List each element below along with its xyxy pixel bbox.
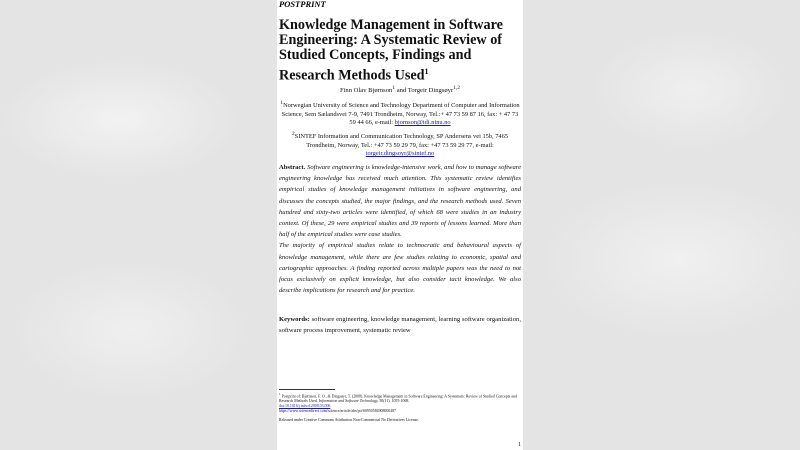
footnote-rule bbox=[279, 389, 335, 390]
abstract-p2: The majority of empirical studies relate to technocratic and behavioural aspects of knowledge management, while there are few studies relating to economic, spatial and cartographic approaches. A finding reported across multiple papers was the need to not focus exclusively on explicit knowledge, but also consider tacit knowledge. We also describe implications for research and for practice. bbox=[279, 242, 521, 295]
aff-sup: 2 bbox=[291, 131, 295, 137]
postprint-label: POSTPRINT bbox=[279, 0, 326, 9]
author-2-sup: 1,2 bbox=[453, 85, 461, 91]
fn-rest: 50(11), 1055-1068. bbox=[378, 399, 410, 404]
author-2: Torgeir Dingsøyr bbox=[407, 87, 454, 95]
page-number: 1 bbox=[518, 442, 521, 448]
footnote bbox=[279, 392, 521, 414]
author-1: Finn Olav Bjørnson bbox=[339, 87, 393, 95]
aff-text: Norwegian University of Science and Technology Department of Computer and Information Science, Sem Sælandsvei 7-9, 7491 Trondheim, Norway, Tel.:+ 47 73 59 87 16, fax: + 47 73 59 44 66, e-mail: bbox=[281, 102, 520, 127]
document-page bbox=[277, 0, 523, 450]
affiliation-1 bbox=[279, 99, 521, 128]
abstract bbox=[279, 162, 521, 296]
paper-title bbox=[279, 18, 519, 84]
email-link[interactable]: torgeir.dingsoyr@sintef.no bbox=[365, 150, 435, 158]
authors bbox=[277, 85, 523, 94]
title-footnote-mark: 1 bbox=[424, 66, 429, 76]
abstract-p1: Software engineering is knowledge-intensive work, and how to manage software engineering knowledge has received much attention. This systematic review identifies empirical studies of knowledge management initiatives in software engineering, and discusses the concepts studied, the major findings, and the research methods used. Seven hundred and sixty-two articles were identified, of which 68 were studies in an industry context. Of these, 29 were empirical studies and 39 reports of lessons learned. More than half of the empirical studies were case studies. bbox=[279, 164, 521, 239]
fn-sup: 1 bbox=[279, 392, 281, 396]
abstract-label: Abstract. bbox=[279, 164, 306, 171]
aff-sup: 1 bbox=[280, 100, 284, 106]
fn-text: Postprint of: Bjørnson, F. O., & Dingsøyr, T. (2008). Knowledge Management in Software Engineering: A Systematic Review of Studied Concepts and Research Methods Used. bbox=[279, 394, 517, 404]
title-text: Knowledge Management in Software Engineering: A Systematic Review of Studied Concepts, Findings and Research Methods Used bbox=[279, 17, 503, 84]
and-text: and bbox=[395, 87, 408, 95]
keywords-text: software engineering, knowledge management, learning software organization, software process improvement, systematic review bbox=[279, 316, 521, 335]
fn-journal: Information and Software Technology, bbox=[318, 399, 379, 404]
aff-text: SINTEF Information and Communication Technology, SP Andersens vei 15b, 7465 Trondheim, Norway, Tel.: +47 73 59 29 79, fax: +47 73 59 29 77, e-mail: bbox=[294, 133, 509, 149]
license-text: Released under Creative Commons Attribution Non-Commercial No Derivatives License. bbox=[279, 418, 419, 422]
doi-link[interactable]: doi:10.1016/j.infsof.2008.03.006 bbox=[279, 404, 331, 409]
email-link[interactable]: bjornson@idi.ntnu.no bbox=[394, 119, 451, 127]
author-1-sup: 1 bbox=[392, 85, 396, 91]
affiliation-2 bbox=[279, 130, 521, 159]
keywords-label: Keywords: bbox=[279, 316, 310, 323]
fn-url: https://www.sciencedirect.com/science/article/abs/pii/S0950584908000487 bbox=[279, 409, 397, 414]
keywords bbox=[279, 314, 521, 336]
